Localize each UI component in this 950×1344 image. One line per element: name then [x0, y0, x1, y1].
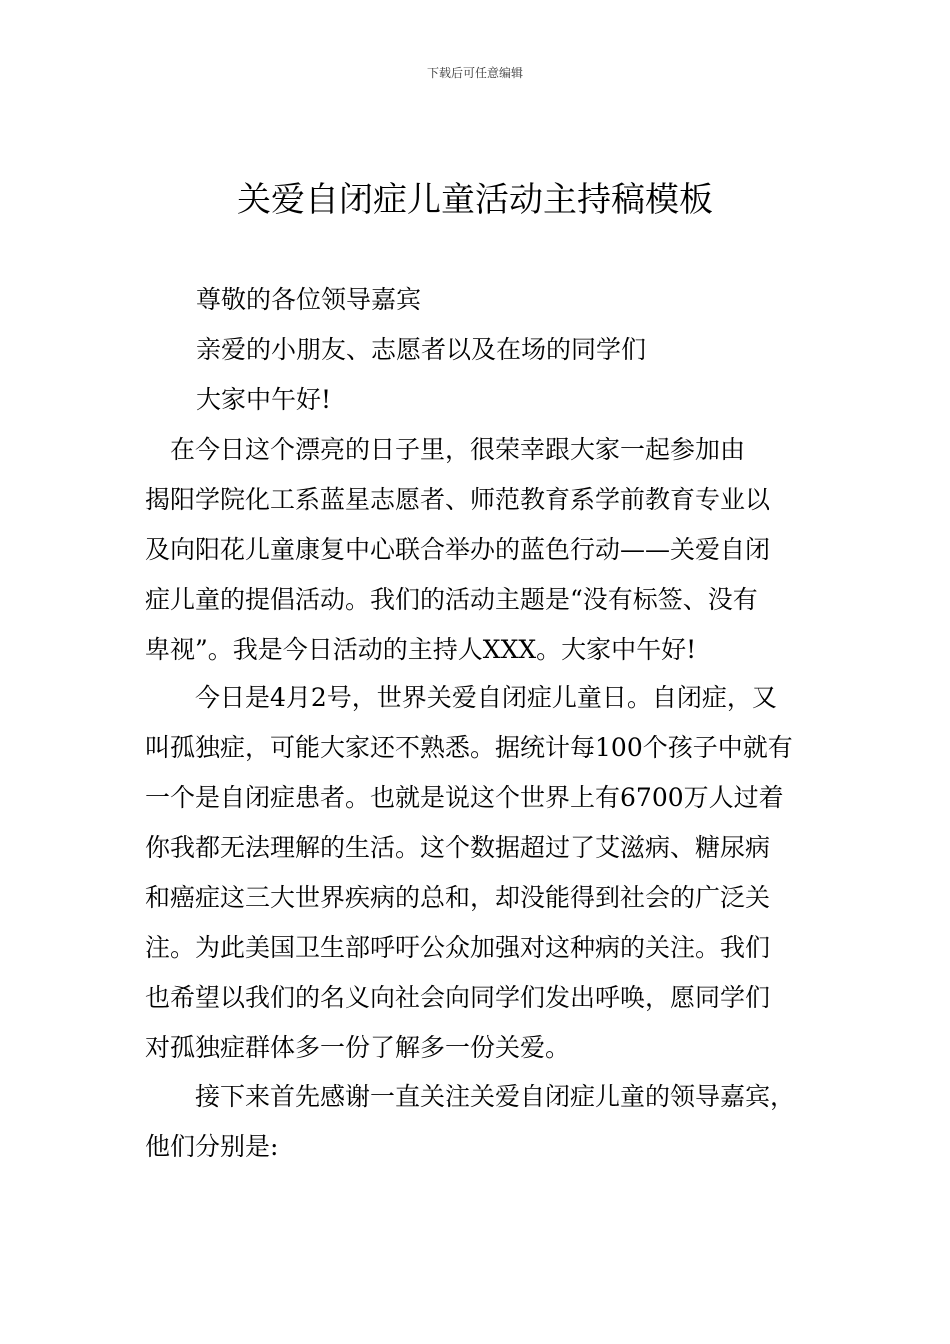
paragraph-line: 症儿童的提倡活动。我们的活动主题是“没有标签、没有 — [145, 585, 758, 614]
paragraph-line: 他们分别是: — [145, 1132, 279, 1161]
paragraph-3 — [145, 1072, 815, 1172]
greeting-line-2: 亲爱的小朋友、志愿者以及在场的同学们 — [196, 335, 647, 364]
document-title: 关爱自闭症儿童活动主持稿模板 — [237, 180, 713, 220]
paragraph-line: 注。为此美国卫生部呼吁公众加强对这种病的关注。我们 — [145, 933, 771, 962]
paragraph-line: 在今日这个漂亮的日子里，很荣幸跟大家一起参加由 — [145, 435, 746, 464]
paragraph-2 — [145, 673, 815, 1073]
paragraph-line: 揭阳学院化工系蓝星志愿者、师范教育系学前教育专业以 — [145, 485, 771, 514]
paragraph-1 — [145, 425, 815, 675]
paragraph-line: 对孤独症群体多一份了解多一份关爱。 — [145, 1033, 571, 1062]
paragraph-line: 及向阳花儿童康复中心联合举办的蓝色行动——关爱自闭 — [145, 535, 771, 564]
header-note: 下载后可任意编辑 — [426, 66, 523, 80]
paragraph-line: 今日是4月2号，世界关爱自闭症儿童日。自闭症，又 — [145, 683, 777, 712]
greeting-line-3: 大家中午好! — [196, 385, 332, 414]
paragraph-line: 一个是自闭症患者。也就是说这个世界上有6700万人过着 — [145, 783, 784, 812]
paragraph-line: 叫孤独症，可能大家还不熟悉。据统计每100个孩子中就有 — [145, 733, 793, 762]
paragraph-line: 也希望以我们的名义向社会向同学们发出呼唤，愿同学们 — [145, 983, 771, 1012]
paragraph-line: 和癌症这三大世界疾病的总和，却没能得到社会的广泛关 — [145, 883, 771, 912]
paragraph-line: 你我都无法理解的生活。这个数据超过了艾滋病、糖尿病 — [145, 833, 771, 862]
paragraph-line: 接下来首先感谢一直关注关爱自闭症儿童的领导嘉宾， — [145, 1082, 796, 1111]
greeting-line-1: 尊敬的各位领导嘉宾 — [196, 285, 422, 314]
paragraph-line: 卑视”。我是今日活动的主持人XXX。大家中午好! — [145, 635, 697, 664]
